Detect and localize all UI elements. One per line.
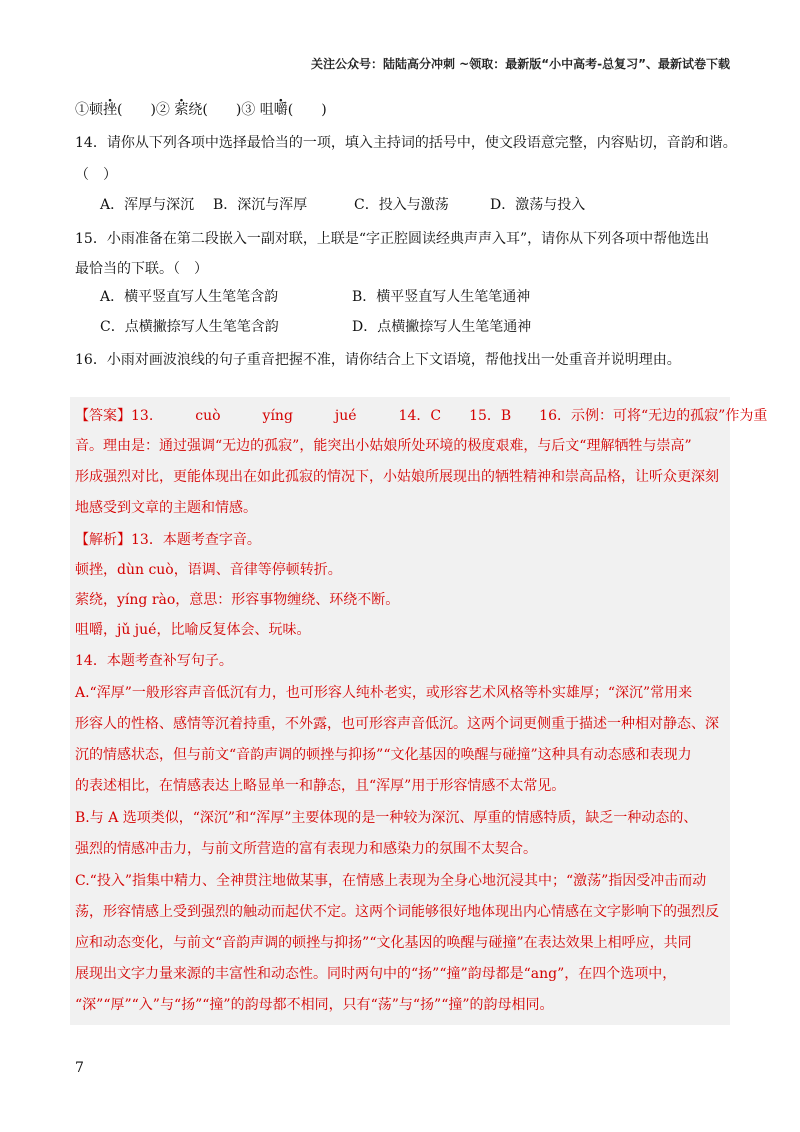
answer-line: 形成强烈对比，更能体现出在如此孤寂的情况下，小姑娘所展现出的牺牲精神和崇高品格，让听众更深刻 — [75, 469, 719, 485]
analysis-line: 顿挫，dùn cuò，语调、音律等停顿转折。 — [75, 562, 342, 578]
page-header: 关注公众号：陆陆高分冲刺 ~领取：最新版“小中高考-总复习”、最新试卷下载 — [311, 57, 730, 71]
analysis-line: 形容人的性格、感情等沉着持重，不外露，也可形容声音低沉。这两个词更侧重于描述一种相对静态、深 — [75, 716, 719, 732]
analysis-line: 应和动态变化，与前文“音韵声调的顿挫与抑扬”“文化基因的唤醒与碰撞”在表达效果上相呼应，共同 — [75, 935, 692, 951]
q13-text-4: ( ) — [287, 102, 327, 118]
q13-dotted-char-2: 萦 — [174, 102, 189, 118]
q15-prompt: 15．小雨准备在第二段嵌入一副对联，上联是“字正腔圆读经典声声入耳”，请你从下列各项中帮他选出 — [75, 231, 710, 247]
analysis-line: 咀嚼，jǔ jué，比喻反复体会、玩味。 — [75, 622, 311, 638]
page-number: 7 — [75, 1060, 84, 1076]
analysis-line: 强烈的情感冲击力，与前文所营造的富有表现力和感染力的氛围不太契合。 — [75, 841, 537, 857]
analysis-line: A.“浑厚”一般形容声音低沉有力，也可形容人纯朴老实，或形容艺术风格等朴实雄厚；“深沉”常用来 — [75, 685, 693, 701]
q13-text-2: ( )② — [117, 102, 175, 118]
q13-dotted-char-3: 嚼 — [273, 102, 288, 118]
analysis-line: “深”“厚”“入”与“扬”“撞”的韵母都不相同，只有“荡”与“扬”“撞”的韵母相同。 — [75, 997, 554, 1013]
analysis-line: 展现出文字力量来源的丰富性和动态性。同时两句中的“扬”“撞”韵母都是“ang”，在四个选项中， — [75, 966, 677, 982]
q15-option-b: B．横平竖直写人生笔笔通神 — [352, 289, 531, 305]
q14-option-c: C．投入与激荡 — [354, 197, 449, 213]
q14-option-a: A．浑厚与深沉 — [100, 197, 195, 213]
q14-option-b: B．深沉与浑厚 — [213, 197, 308, 213]
q16-prompt: 16．小雨对画波浪线的句子重音把握不准，请你结合上下文语境，帮他找出一处重音并说明理由。 — [75, 352, 681, 368]
analysis-line: 的表述相比，在情感表达上略显单一和静态，且“浑厚”用于形容情感不太常见。 — [75, 778, 566, 794]
q13-dotted-char-1: 挫 — [103, 102, 117, 118]
q13-text-1: ①顿 — [75, 102, 103, 118]
q14-option-d: D．激荡与投入 — [490, 197, 586, 213]
q14-bracket: （ ） — [75, 167, 117, 183]
analysis-line: B.与 A 选项类似，“深沉”和“浑厚”主要体现的是一种较为深沉、厚重的情感特质，缺乏一种动态的、 — [75, 810, 698, 826]
q14-prompt: 14．请你从下列各项中选择最恰当的一项，填入主持词的括号中，使文段语意完整，内容贴切，音韵和谐。 — [75, 135, 737, 151]
analysis-line: 萦绕，yíng rào，意思：形容事物缠绕、环绕不断。 — [75, 592, 400, 608]
q15-option-c: C．点横撇捺写人生笔笔含韵 — [100, 319, 279, 335]
q15-option-a: A．横平竖直写人生笔笔含韵 — [100, 289, 279, 305]
analysis-line: 14．本题考查补写句子。 — [75, 653, 233, 669]
answer-line: 音。理由是：通过强调“无边的孤寂”，能突出小姑娘所处环境的极度艰难，与后文“理解牺牲与崇高” — [75, 438, 692, 454]
analysis-heading: 【解析】13．本题考查字音。 — [75, 532, 261, 548]
q13-line — [75, 100, 327, 120]
q15-prompt-cont: 最恰当的下联。（ ） — [75, 261, 208, 277]
q15-option-d: D．点横撇捺写人生笔笔通神 — [352, 319, 532, 335]
analysis-line: C.“投入”指集中精力、全神贯注地做某事，在情感上表现为全身心地沉浸其中；“激荡”指因受冲击而动 — [75, 873, 707, 889]
analysis-line: 荡，形容情感上受到强烈的触动而起伏不定。这两个词能够很好地体现出内心情感在文字影响下的强烈反 — [75, 904, 719, 920]
analysis-line: 沉的情感状态，但与前文“音韵声调的顿挫与抑扬”“文化基因的唤醒与碰撞”这种具有动态感和表现力 — [75, 747, 692, 763]
q13-text-3: 绕( )③ 咀 — [188, 102, 274, 118]
answer-line: 地感受到文章的主题和情感。 — [75, 500, 257, 516]
answer-line: 【答案】13. cuò yíng jué 14．C 15．B 16．示例：可将“无边的孤寂”作为重 — [75, 408, 768, 424]
answer-section — [70, 397, 768, 1025]
